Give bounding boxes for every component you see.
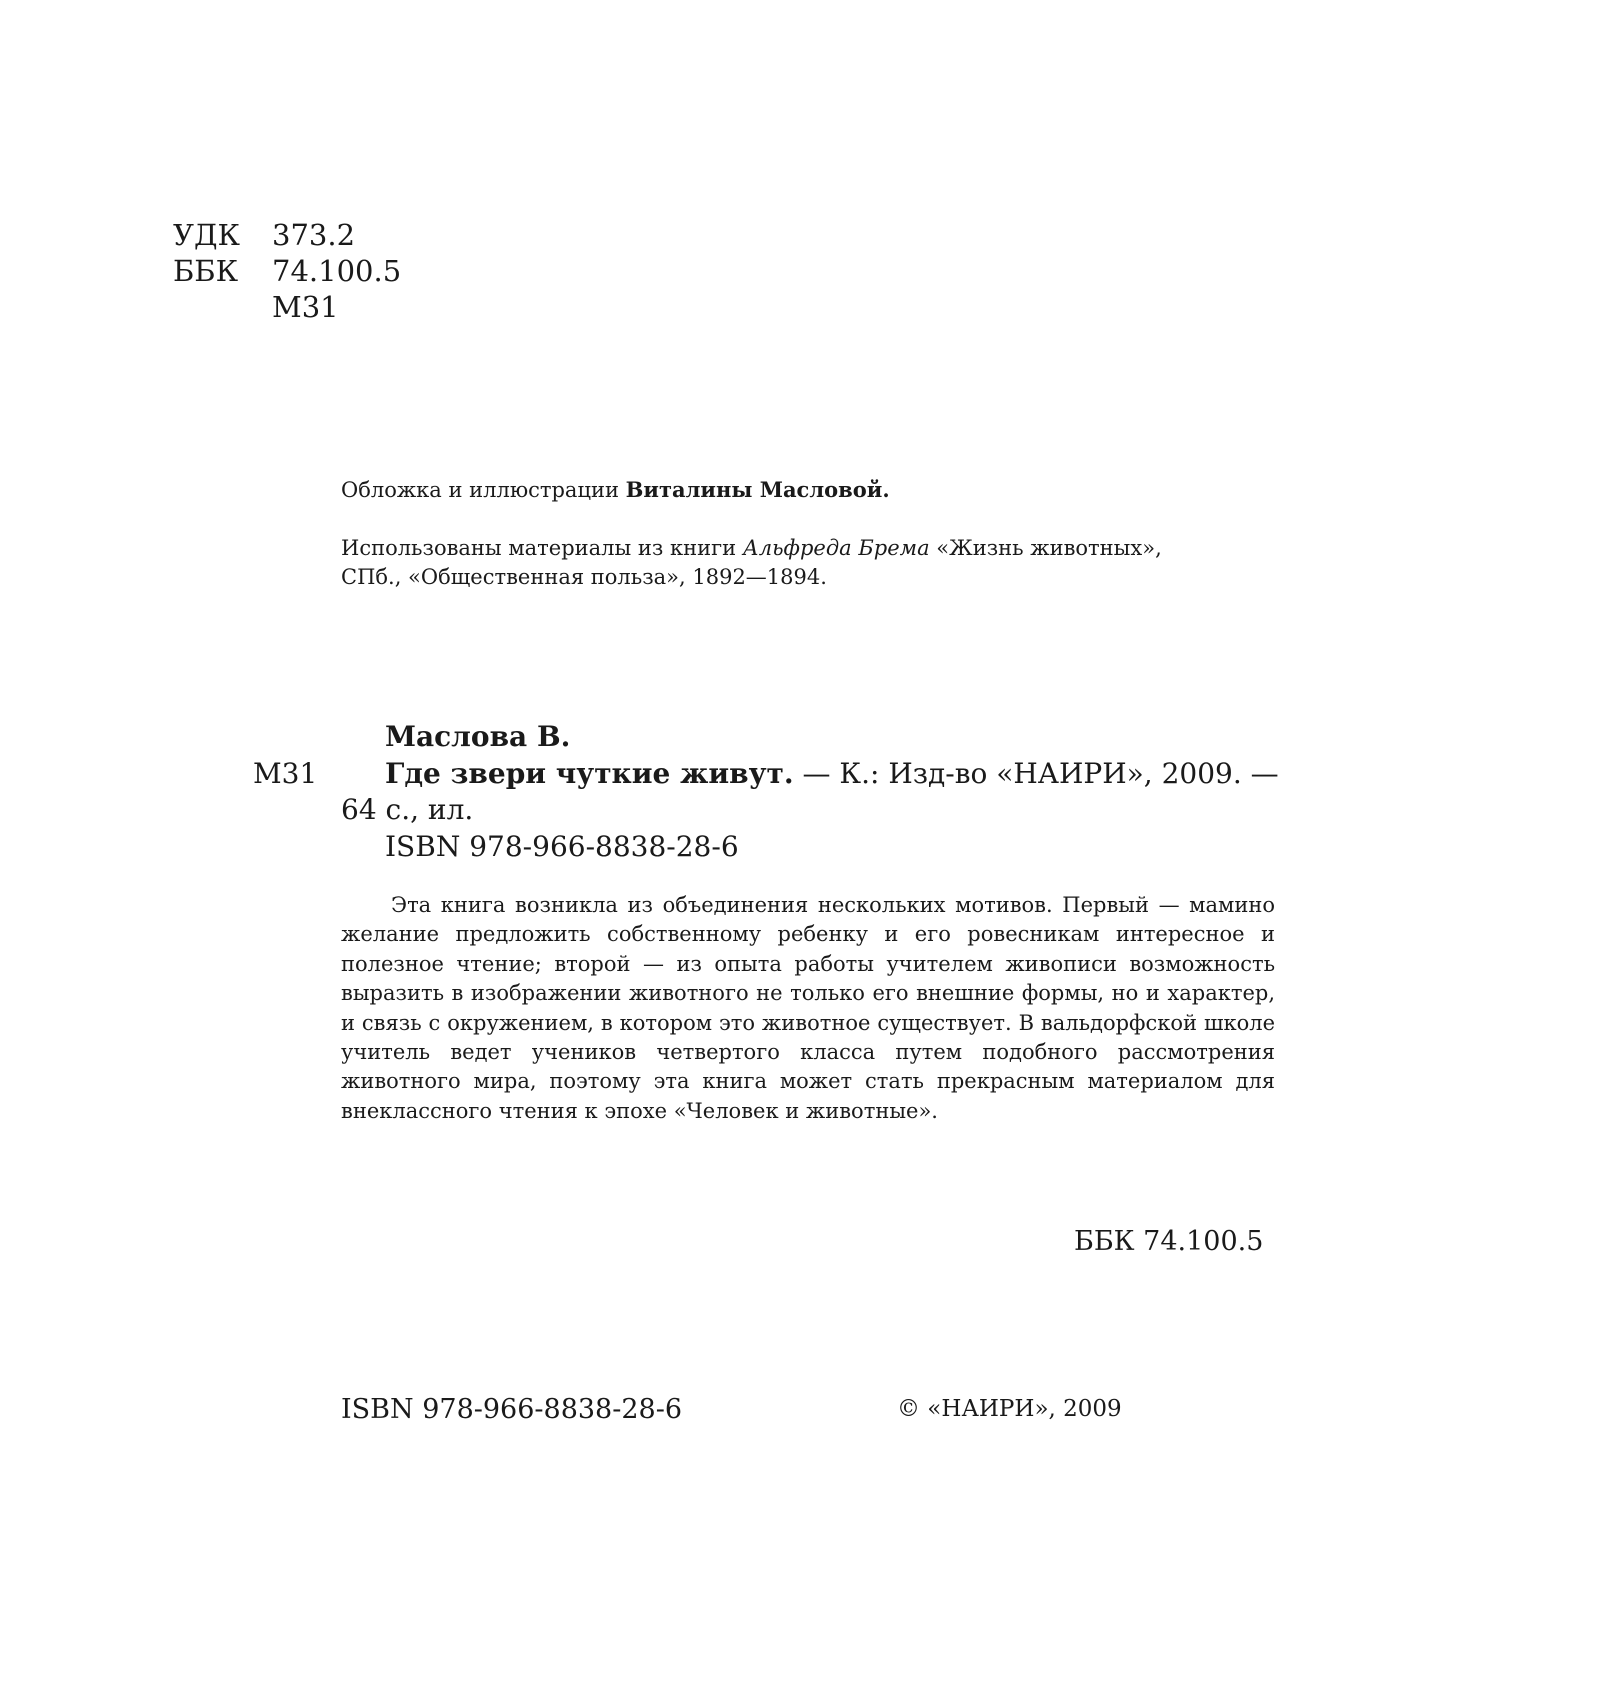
footer-isbn: ISBN 978-966-8838-28-6	[341, 1394, 683, 1425]
cover-artist: Виталины Масловой.	[625, 477, 890, 502]
bbk-label: ББК	[173, 254, 239, 288]
source-author: Альфреда Брема	[742, 536, 930, 560]
cover-credit	[341, 477, 890, 502]
cover-credit-prefix: Обложка и иллюстрации	[341, 478, 626, 502]
bib-title: Где звери чуткие живут.	[385, 757, 794, 790]
author-mark: М31	[272, 290, 339, 324]
bib-pages: 64 с., ил.	[341, 793, 474, 826]
udk-label: УДК	[173, 218, 240, 252]
bbk-bottom: ББК 74.100.5	[1074, 1226, 1264, 1257]
source-prefix: Использованы материалы из книги	[341, 536, 743, 560]
bib-title-line	[385, 757, 1279, 790]
bib-isbn: ISBN 978-966-8838-28-6	[385, 830, 739, 863]
source-credit-line1	[341, 536, 1162, 560]
source-credit-line2: СПб., «Общественная польза», 1892—1894.	[341, 565, 827, 589]
annotation-paragraph: Эта книга возникла из объединения нескольких мотивов. Первый — мамино желание предложить собственному ребенку и его ровесникам интересное и полезное чтение; второй — из опыта работы учителем живописи возможность выразить в изображении животного не только его внешние формы, но и характер, и связь с окружением, в котором это животное существует. В вальдорфской школе учитель ведет учеников четвертого класса путем подобного рассмотрения животного мира, поэтому эта книга может стать прекрасным материалом для внеклассного чтения к эпохе «Человек и животные».	[341, 893, 1275, 1123]
bib-author: Маслова В.	[385, 720, 571, 753]
bib-publisher: — К.: Изд-во «НАИРИ», 2009. —	[793, 757, 1279, 790]
source-title: «Жизнь животных»,	[929, 536, 1162, 560]
bib-mark: М31	[253, 757, 318, 790]
copyright-notice: © «НАИРИ», 2009	[897, 1396, 1122, 1422]
bbk-value: 74.100.5	[272, 254, 402, 288]
udk-value: 373.2	[272, 218, 356, 252]
